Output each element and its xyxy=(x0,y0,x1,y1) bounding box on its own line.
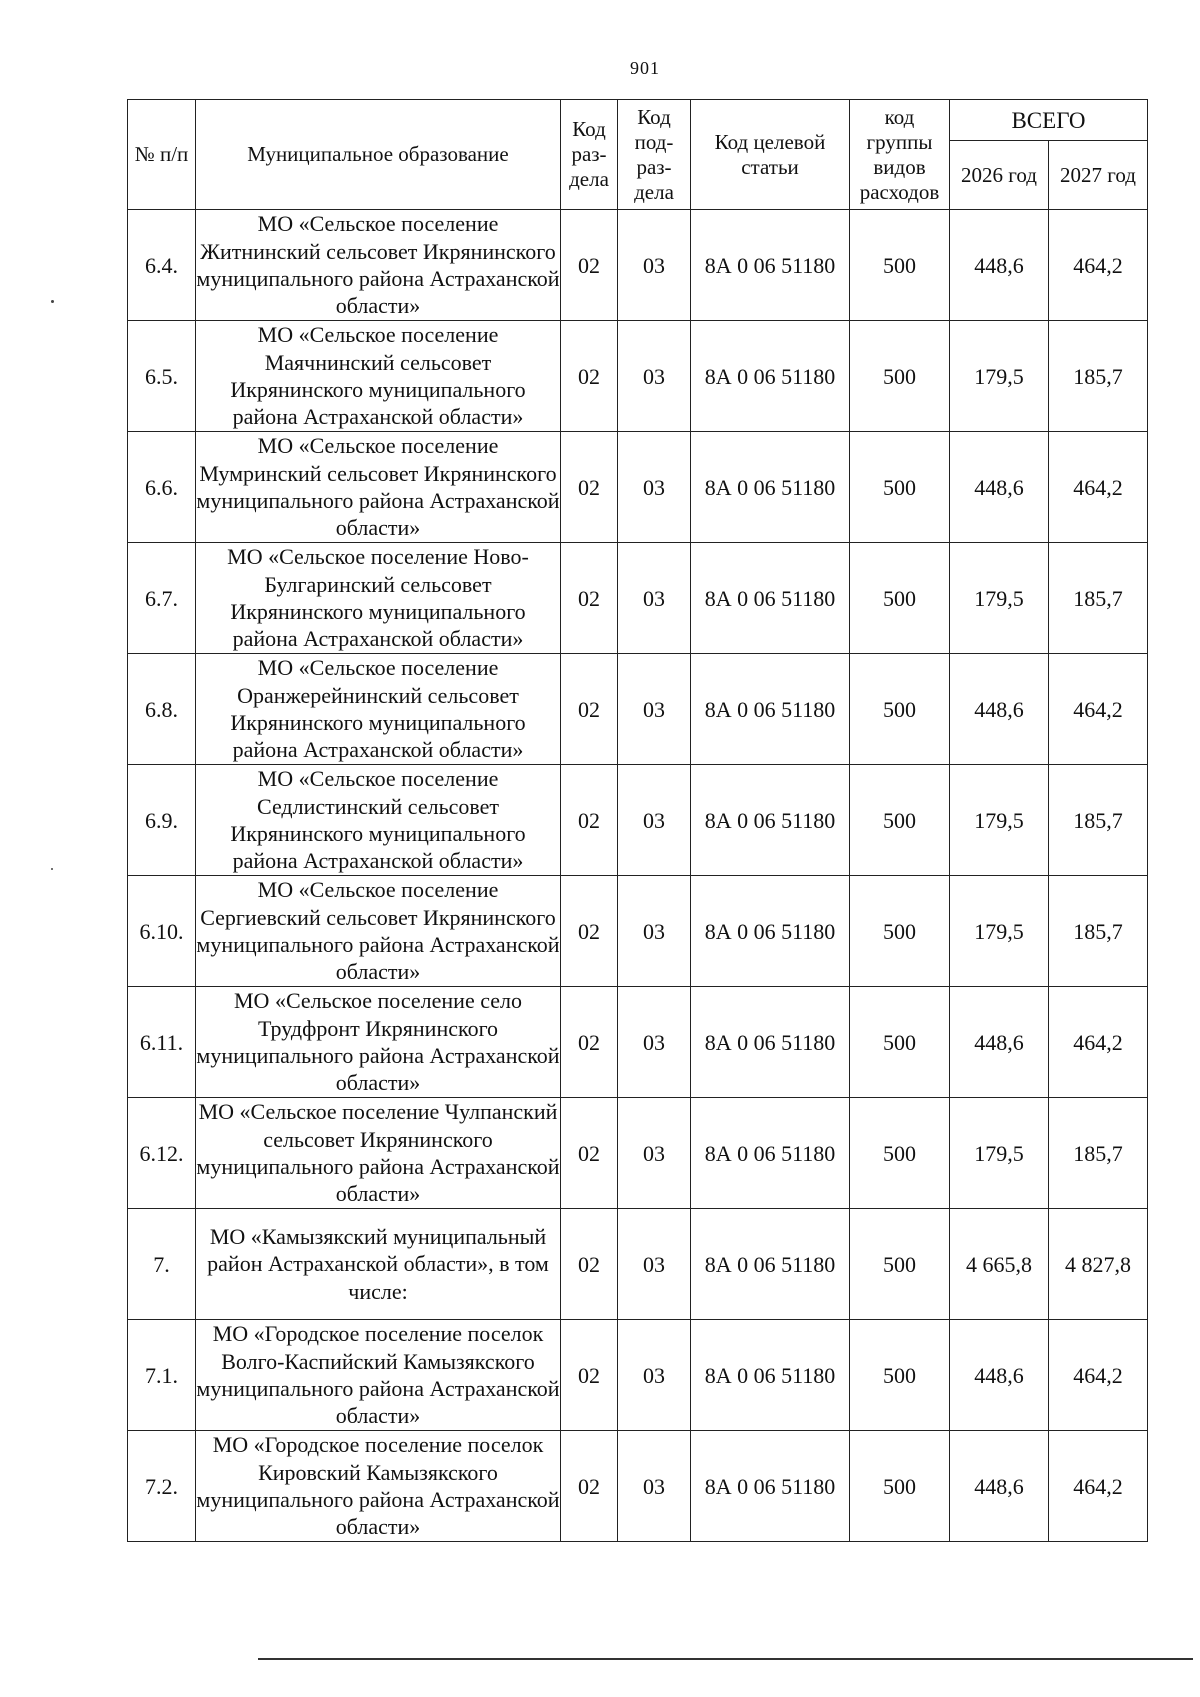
row-number: 6.9. xyxy=(128,765,196,876)
row-value-2027: 185,7 xyxy=(1049,543,1148,654)
row-subsection-code: 03 xyxy=(618,1320,691,1431)
row-expense-group: 500 xyxy=(850,432,950,543)
table-row xyxy=(128,1098,1148,1209)
row-expense-group: 500 xyxy=(850,1320,950,1431)
row-value-2026: 179,5 xyxy=(950,1098,1049,1209)
row-value-2027: 4 827,8 xyxy=(1049,1209,1148,1320)
row-target-code: 8А 0 06 51180 xyxy=(691,1320,850,1431)
row-municipality: МО «Сельское поселение Житнинский сельсовет Икрянинского муниципального района Астраханской области» xyxy=(196,210,561,321)
row-number: 6.8. xyxy=(128,654,196,765)
budget-table xyxy=(127,99,1148,1542)
row-value-2026: 448,6 xyxy=(950,654,1049,765)
row-value-2026: 448,6 xyxy=(950,987,1049,1098)
row-municipality: МО «Городское поселение поселок Волго-Каспийский Камызякского муниципального района Астраханской области» xyxy=(196,1320,561,1431)
table-body xyxy=(128,210,1148,1542)
row-number: 7.1. xyxy=(128,1320,196,1431)
row-value-2027: 185,7 xyxy=(1049,765,1148,876)
table-row xyxy=(128,543,1148,654)
row-section-code: 02 xyxy=(561,321,618,432)
row-value-2027: 464,2 xyxy=(1049,432,1148,543)
row-expense-group: 500 xyxy=(850,765,950,876)
row-subsection-code: 03 xyxy=(618,543,691,654)
row-target-code: 8А 0 06 51180 xyxy=(691,987,850,1098)
row-value-2026: 179,5 xyxy=(950,543,1049,654)
row-value-2027: 185,7 xyxy=(1049,876,1148,987)
row-value-2027: 464,2 xyxy=(1049,987,1148,1098)
row-value-2027: 464,2 xyxy=(1049,210,1148,321)
row-target-code: 8А 0 06 51180 xyxy=(691,654,850,765)
row-target-code: 8А 0 06 51180 xyxy=(691,321,850,432)
scan-speck xyxy=(51,868,53,870)
row-municipality: МО «Сельское поселение Чулпанский сельсовет Икрянинского муниципального района Астраханской области» xyxy=(196,1098,561,1209)
row-number: 7.2. xyxy=(128,1431,196,1542)
row-number: 6.10. xyxy=(128,876,196,987)
row-target-code: 8А 0 06 51180 xyxy=(691,543,850,654)
bottom-rule xyxy=(258,1658,1193,1660)
row-number: 6.11. xyxy=(128,987,196,1098)
table-row xyxy=(128,210,1148,321)
row-municipality: МО «Сельское поселение Сергиевский сельсовет Икрянинского муниципального района Астраханской области» xyxy=(196,876,561,987)
row-expense-group: 500 xyxy=(850,654,950,765)
row-municipality: МО «Сельское поселение Ново-Булгаринский сельсовет Икрянинского муниципального района Астраханской области» xyxy=(196,543,561,654)
row-expense-group: 500 xyxy=(850,876,950,987)
row-section-code: 02 xyxy=(561,654,618,765)
row-section-code: 02 xyxy=(561,210,618,321)
table-row xyxy=(128,876,1148,987)
row-subsection-code: 03 xyxy=(618,765,691,876)
row-municipality: МО «Сельское поселение Маячнинский сельсовет Икрянинского муниципального района Астраханской области» xyxy=(196,321,561,432)
row-value-2027: 464,2 xyxy=(1049,654,1148,765)
row-subsection-code: 03 xyxy=(618,1209,691,1320)
row-expense-group: 500 xyxy=(850,321,950,432)
row-subsection-code: 03 xyxy=(618,654,691,765)
table-row xyxy=(128,321,1148,432)
table-row xyxy=(128,987,1148,1098)
row-municipality: МО «Городское поселение поселок Кировский Камызякского муниципального района Астраханской области» xyxy=(196,1431,561,1542)
header-expense-group: код группы видов расходов xyxy=(850,100,950,210)
row-value-2026: 448,6 xyxy=(950,1320,1049,1431)
header-num: № п/п xyxy=(128,100,196,210)
row-section-code: 02 xyxy=(561,1098,618,1209)
table-row xyxy=(128,1320,1148,1431)
row-value-2026: 179,5 xyxy=(950,765,1049,876)
row-value-2026: 448,6 xyxy=(950,1431,1049,1542)
row-expense-group: 500 xyxy=(850,1209,950,1320)
row-target-code: 8А 0 06 51180 xyxy=(691,1209,850,1320)
row-value-2026: 4 665,8 xyxy=(950,1209,1049,1320)
row-section-code: 02 xyxy=(561,987,618,1098)
row-number: 6.5. xyxy=(128,321,196,432)
row-value-2026: 448,6 xyxy=(950,210,1049,321)
row-target-code: 8А 0 06 51180 xyxy=(691,432,850,543)
row-value-2027: 464,2 xyxy=(1049,1431,1148,1542)
row-section-code: 02 xyxy=(561,1431,618,1542)
row-expense-group: 500 xyxy=(850,987,950,1098)
header-year-2027: 2027 год xyxy=(1049,141,1148,210)
row-subsection-code: 03 xyxy=(618,321,691,432)
row-municipality: МО «Камызякский муниципальный район Астраханской области», в том числе: xyxy=(196,1209,561,1320)
row-value-2027: 185,7 xyxy=(1049,321,1148,432)
row-subsection-code: 03 xyxy=(618,876,691,987)
scan-speck xyxy=(51,300,54,303)
table-row xyxy=(128,654,1148,765)
row-number: 6.7. xyxy=(128,543,196,654)
row-subsection-code: 03 xyxy=(618,987,691,1098)
header-subsection: Код под-раз-дела xyxy=(618,100,691,210)
row-expense-group: 500 xyxy=(850,1431,950,1542)
table-row xyxy=(128,765,1148,876)
row-value-2026: 179,5 xyxy=(950,321,1049,432)
row-number: 6.12. xyxy=(128,1098,196,1209)
row-number: 6.4. xyxy=(128,210,196,321)
page-number: 901 xyxy=(630,58,660,78)
row-expense-group: 500 xyxy=(850,543,950,654)
header-year-2026: 2026 год xyxy=(950,141,1049,210)
row-value-2026: 179,5 xyxy=(950,876,1049,987)
row-municipality: МО «Сельское поселение Оранжерейнинский сельсовет Икрянинского муниципального района Астраханской области» xyxy=(196,654,561,765)
row-section-code: 02 xyxy=(561,765,618,876)
row-section-code: 02 xyxy=(561,432,618,543)
row-value-2027: 185,7 xyxy=(1049,1098,1148,1209)
row-target-code: 8А 0 06 51180 xyxy=(691,765,850,876)
row-number: 7. xyxy=(128,1209,196,1320)
row-target-code: 8А 0 06 51180 xyxy=(691,210,850,321)
row-section-code: 02 xyxy=(561,1209,618,1320)
row-expense-group: 500 xyxy=(850,210,950,321)
row-target-code: 8А 0 06 51180 xyxy=(691,1098,850,1209)
table-row xyxy=(128,432,1148,543)
row-subsection-code: 03 xyxy=(618,1098,691,1209)
row-expense-group: 500 xyxy=(850,1098,950,1209)
row-target-code: 8А 0 06 51180 xyxy=(691,1431,850,1542)
row-municipality: МО «Сельское поселение Мумринский сельсовет Икрянинского муниципального района Астраханской области» xyxy=(196,432,561,543)
row-subsection-code: 03 xyxy=(618,432,691,543)
header-total: ВСЕГО xyxy=(950,100,1148,141)
header-section: Код раз-дела xyxy=(561,100,618,210)
row-subsection-code: 03 xyxy=(618,210,691,321)
row-municipality: МО «Сельское поселение Седлистинский сельсовет Икрянинского муниципального района Астраханской области» xyxy=(196,765,561,876)
row-number: 6.6. xyxy=(128,432,196,543)
row-subsection-code: 03 xyxy=(618,1431,691,1542)
row-section-code: 02 xyxy=(561,543,618,654)
row-section-code: 02 xyxy=(561,876,618,987)
row-section-code: 02 xyxy=(561,1320,618,1431)
row-target-code: 8А 0 06 51180 xyxy=(691,876,850,987)
row-municipality: МО «Сельское поселение село Трудфронт Икрянинского муниципального района Астраханской области» xyxy=(196,987,561,1098)
row-value-2027: 464,2 xyxy=(1049,1320,1148,1431)
table-row xyxy=(128,1431,1148,1542)
row-value-2026: 448,6 xyxy=(950,432,1049,543)
table-row xyxy=(128,1209,1148,1320)
header-municipality: Муниципальное образование xyxy=(196,100,561,210)
header-row xyxy=(128,100,1148,141)
header-target: Код целевой статьи xyxy=(691,100,850,210)
